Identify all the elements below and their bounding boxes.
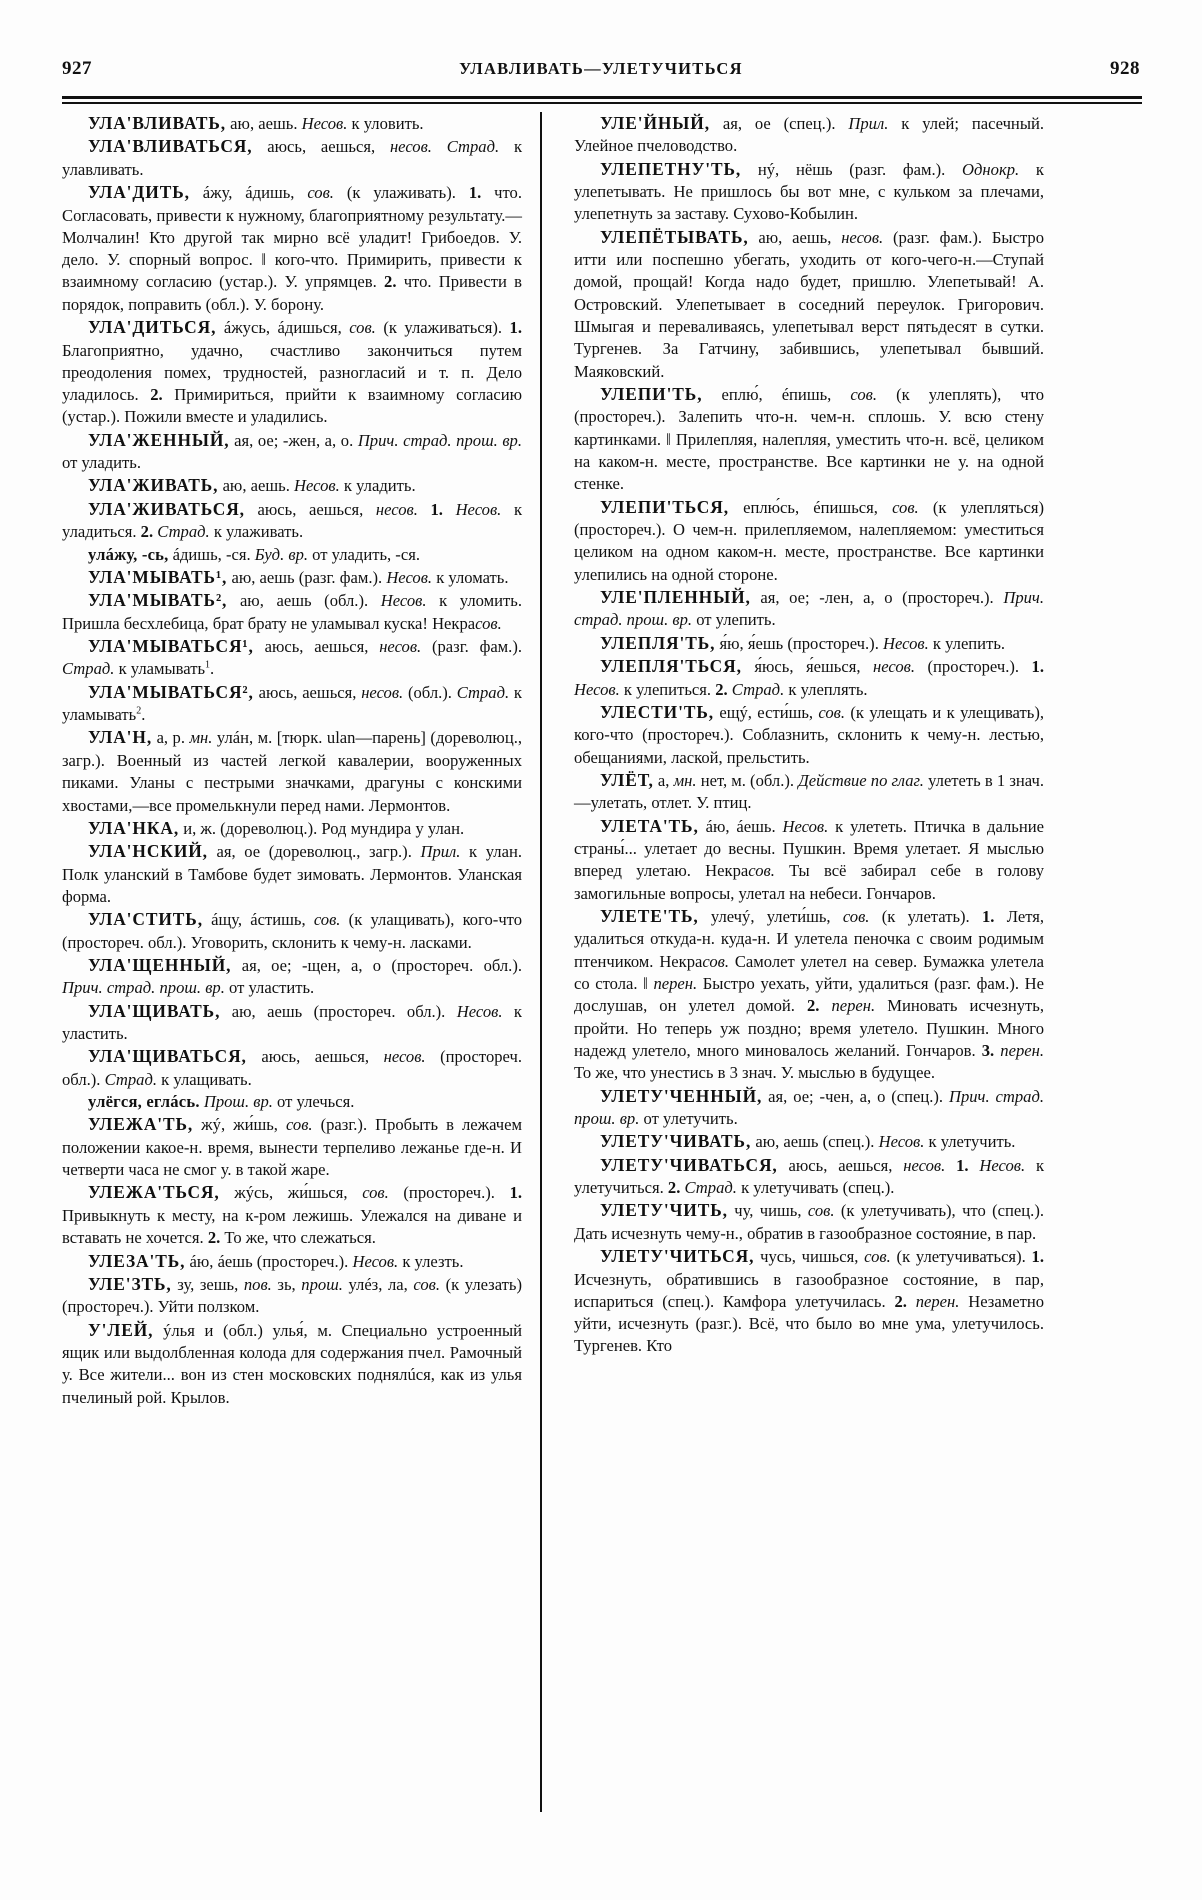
entry-definition: аю, аешь (разг. фам.). Несов. к уломать. bbox=[227, 567, 509, 587]
dictionary-entry bbox=[62, 1045, 522, 1091]
column-right bbox=[542, 112, 1044, 1872]
entry-headword: УЛЕТУ'ЧИТЬ, bbox=[600, 1200, 728, 1221]
dictionary-entry bbox=[62, 1273, 522, 1319]
entry-headword: УЛЕПЁТЫВАТЬ, bbox=[600, 226, 749, 247]
entry-headword: УЛА'ВЛИВАТЬ, bbox=[88, 113, 227, 133]
entry-definition: аюсь, аешься, несов. 1. Несов. к уладиться. 2. Страд. к улаживать. bbox=[62, 499, 523, 542]
entry-definition: áю, áешь (простореч.). Несов. к улезть. bbox=[185, 1251, 464, 1271]
entry-definition: зу, зешь, пов. зь, прош. улéз, ла, сов. (к улезать) (простореч.). Уйти ползком. bbox=[62, 1274, 523, 1317]
entry-headword: УЛЕПЛЯ'ТЬ, bbox=[600, 632, 716, 653]
entry-headword: УЛА'ЩИВАТЬСЯ, bbox=[88, 1046, 247, 1067]
dictionary-entry bbox=[574, 905, 1044, 1085]
entry-definition: аюсь, аешься, несов. Страд. к улавливать. bbox=[62, 137, 523, 179]
entry-headword: УЛА'ЖЕННЫЙ, bbox=[88, 429, 230, 450]
dictionary-entry bbox=[62, 1250, 522, 1273]
entry-headword: УЛЕТУ'ЧИТЬСЯ, bbox=[600, 1246, 755, 1267]
dictionary-entry bbox=[62, 908, 522, 954]
entry-definition: аю, аешь, несов. (разг. фам.). Быстро итти или поспешно убегать, уходить от кого-чего-н.—Ступай домой, прощай! Когда надо будет, пришлю. Улепетывай! А. Островский. Улепетывает в соседний переулок. Григорович. Шмыгая и переваливаясь, улепетывал верст пятьдесят в сутки. Тургенев. За Гатчину, забившись, улепетывал бывший. Маяковский. bbox=[574, 227, 1044, 381]
entry-headword: УЛЕТУ'ЧЕННЫЙ, bbox=[600, 1085, 763, 1106]
entry-headword: УЛА'НСКИЙ, bbox=[88, 841, 208, 862]
entry-definition: ая, ое (спец.). Прил. к улей; пасечный. Улейное пчеловодство. bbox=[574, 114, 1044, 156]
dictionary-entry bbox=[62, 429, 522, 475]
dictionary-entry bbox=[62, 316, 522, 429]
folio-right: 928 bbox=[1109, 58, 1140, 79]
dictionary-entry bbox=[62, 498, 522, 544]
dictionary-entry bbox=[574, 586, 1044, 632]
entry-definition: еплю́, éпишь, сов. (к улеплять), что (простореч.). Залепить что-н. чем-н. сплошь. У. всю стену картинками. ‖ Прилепляя, налепляя, уместить что-н. всё, целиком на каком-н. месте, пространстве. Все картинки не у. на одной стенке. bbox=[574, 385, 1044, 494]
entry-headword: УЛА'Н, bbox=[88, 727, 153, 748]
dictionary-entry bbox=[574, 632, 1044, 655]
dictionary-entry bbox=[574, 1085, 1044, 1131]
dictionary-entry bbox=[574, 1154, 1044, 1200]
dictionary-entry bbox=[62, 544, 522, 566]
entry-headword: улёгся, еглáсь. bbox=[88, 1092, 200, 1112]
entry-definition: ая, ое; -лен, а, о (простореч.). Прич. страд. прош. вр. от улепить. bbox=[574, 588, 1044, 630]
dictionary-entry bbox=[574, 655, 1044, 701]
dictionary-entry bbox=[574, 701, 1044, 769]
entry-definition: аюсь, аешься, несов. (обл.). Страд. к уламывать$^2$. bbox=[62, 682, 522, 725]
header-rule-thin bbox=[62, 102, 1142, 104]
entry-definition: ýлья и (обл.) улья́, м. Специально устроенный ящик или выдолбленная колода для содержания пчел. Рамочный у. Все жители... вон из стен московских поднялúся, как из улья пчелиный рой. Крылов. bbox=[62, 1320, 522, 1407]
entry-definition: а, мн. нет, м. (обл.). Действие по глаг. улететь в 1 знач.—улетать, отлет. У. птиц. bbox=[574, 770, 1044, 813]
dictionary-entry bbox=[574, 112, 1044, 158]
entry-headword: УЛА'МЫВАТЬ¹, bbox=[88, 566, 228, 587]
entry-headword: УЛЕТЕ'ТЬ, bbox=[600, 905, 699, 926]
dictionary-entry bbox=[62, 681, 522, 727]
entry-definition: аю, аешь (простореч. обл.). Несов. к уластить. bbox=[62, 1001, 522, 1044]
entry-definition: áдишь, -ся. Буд. вр. от уладить, -ся. bbox=[168, 544, 420, 564]
entry-headword: УЛЕТА'ТЬ, bbox=[600, 815, 699, 836]
entry-definition: áю, áешь. Несов. к улететь. Птичка в дальние страны́... улетает до весны. Пушкин. Время улетает. Я мыслью вперед улетаю. Некрасов. Ты всё забирал себе в голову замогильные вопросы, улетал на небеси. Гончаров. bbox=[574, 816, 1044, 903]
dictionary-entry bbox=[62, 1319, 522, 1409]
entry-headword: УЛЕ'ПЛЕННЫЙ, bbox=[600, 587, 751, 608]
entry-definition: аю, аешь (спец.). Несов. к улетучить. bbox=[751, 1132, 1016, 1152]
entry-headword: УЛЁТ, bbox=[600, 769, 654, 790]
entry-definition: Прош. вр. от улечься. bbox=[203, 1092, 355, 1112]
entry-definition: аюсь, аешься, несов. (простореч. обл.). Страд. к улащивать. bbox=[62, 1047, 522, 1089]
column-left bbox=[62, 112, 540, 1872]
entry-definition: улечý, улети́шь, сов. (к улетать). 1. Летя, удалиться откуда-н. куда-н. И улетела пеночка с своим родимым птенчиком. Некрасов. Самолет улетел на север. Бумажка улетела со стола. ‖ перен. Быстро уехать, уйти, удалиться (разг. фам.). Не дослушав, он улетел домой. 2. перен. Миновать исчезнуть, пройти. Но теперь уж поздно; время улетело. Пушкин. Много надежд улетело, много миновалось желаний. Гончаров. 3. перен. То же, что унестись в 3 знач. У. мыслью в будущее. bbox=[574, 906, 1045, 1083]
entry-definition: жý, жи́шь, сов. (разг.). Пробыть в лежачем положении какое-н. время, вынести терпеливо лежанье где-н. И четверти часа не смог у. в такой жаре. bbox=[62, 1115, 522, 1180]
dictionary-entry bbox=[574, 769, 1044, 815]
entry-definition: чусь, чишься, сов. (к улетучиваться). 1. Исчезнуть, обратившись в газообразное состояние, в пар, испариться (спец.). Камфора улетучилась. 2. перен. Незаметно уйти, исчезнуть (разг.). Всё, что было во мне ума, улетучилось. Тургенев. Кто bbox=[574, 1247, 1045, 1356]
dictionary-entry bbox=[62, 1000, 522, 1046]
dictionary-entry bbox=[62, 589, 522, 635]
entry-headword: У'ЛЕЙ, bbox=[88, 1319, 154, 1340]
dictionary-entry bbox=[574, 815, 1044, 905]
dictionary-entry bbox=[574, 158, 1044, 226]
entry-headword: УЛЕПИ'ТЬ, bbox=[600, 384, 703, 405]
entry-definition: ещý, ести́шь, сов. (к улещать и к улещивать), кого-что (простореч.). Соблазнить, склонить к чему-н. лестью, обещаниями, лаской, прельстить. bbox=[574, 702, 1044, 767]
entry-definition: аю, аешь (обл.). Несов. к уломить. Пришла бесхлебица, брат брату не уламывал куска! Некрасов. bbox=[62, 591, 522, 633]
dictionary-entry bbox=[62, 1181, 522, 1249]
entry-headword: УЛЕЗА'ТЬ, bbox=[88, 1250, 186, 1271]
folio-left: 927 bbox=[62, 58, 92, 79]
entry-definition: аю, аешь. Несов. к уладить. bbox=[218, 476, 416, 496]
entry-headword: УЛА'МЫВАТЬСЯ¹, bbox=[88, 636, 254, 657]
dictionary-entry bbox=[62, 566, 522, 589]
entry-definition: ая, ое; -чен, а, о (спец.). Прич. страд. прош. вр. от улетучить. bbox=[574, 1086, 1044, 1128]
dictionary-entry bbox=[574, 1199, 1044, 1245]
entry-definition: чу, чишь, сов. (к улетучивать), что (спец.). Дать исчезнуть чему-н., обратив в газообразное состояние, в пар. bbox=[574, 1201, 1044, 1243]
entry-headword: УЛЕТУ'ЧИВАТЬСЯ, bbox=[600, 1154, 778, 1175]
entry-headword: УЛА'ВЛИВАТЬСЯ, bbox=[88, 136, 253, 157]
dictionary-entry bbox=[62, 1113, 522, 1181]
entry-headword: УЛА'СТИТЬ, bbox=[88, 909, 203, 930]
entry-definition: нý, нёшь (разг. фам.). Однокр. к улепетывать. Не пришлось бы вот мне, с кульком за плечами, улепетнуть за заставу. Сухово-Кобылин. bbox=[574, 159, 1044, 224]
entry-headword: УЛА'ЩЕННЫЙ, bbox=[88, 954, 232, 975]
entry-definition: а, р. мн. улáн, м. [тюрк. ulan—парень] (дореволюц., загр.). Военный из частей легкой кавалерии, вооруженных пиками. Уланы с пестрыми значками, драгуны с конскими хвостами,—все промелькнули перед нами. Лермонтов. bbox=[62, 728, 522, 815]
entry-headword: УЛА'ЖИВАТЬ, bbox=[88, 475, 219, 496]
entry-headword: УЛЕПИ'ТЬСЯ, bbox=[600, 496, 729, 517]
header-rule-thick bbox=[62, 96, 1142, 99]
entry-definition: аюсь, аешься, несов. 1. Несов. к улетучиться. 2. Страд. к улетучивать (спец.). bbox=[574, 1155, 1045, 1198]
entry-definition: еплю́сь, éпишься, сов. (к улепляться) (простореч.). О чем-н. прилепляемом, налепляемом: уместиться целиком на одном каком-н. месте, пространстве. Все картинки улепились на одной стороне. bbox=[574, 497, 1045, 584]
dictionary-entry bbox=[574, 226, 1044, 383]
dictionary-entry bbox=[574, 1245, 1044, 1358]
dictionary-entry bbox=[62, 840, 522, 908]
entry-definition: áщу, áстишь, сов. (к улащивать), кого-что (простореч. обл.). Уговорить, склонить к чему-н. ласками. bbox=[62, 910, 522, 952]
entry-definition: и, ж. (дореволюц.). Род мундира у улан. bbox=[179, 818, 465, 838]
entry-headword: УЛЕЖА'ТЬ, bbox=[88, 1114, 194, 1135]
entry-definition: я́ю, я́ешь (простореч.). Несов. к улепить. bbox=[715, 633, 1006, 653]
entry-definition: ая, ое; -щен, а, о (простореч. обл.). Прич. страд. прош. вр. от уластить. bbox=[62, 955, 522, 998]
entry-headword: УЛА'ДИТЬ, bbox=[88, 182, 190, 203]
dictionary-entry bbox=[62, 474, 522, 497]
running-title: УЛАВЛИВАТЬ—УЛЕТУЧИТЬСЯ bbox=[459, 59, 743, 78]
dictionary-entry bbox=[62, 817, 522, 840]
entry-headword: УЛА'ЖИВАТЬСЯ, bbox=[88, 498, 245, 519]
running-head bbox=[62, 58, 1140, 84]
dictionary-entry bbox=[574, 496, 1044, 586]
dictionary-entry bbox=[62, 1091, 522, 1113]
dictionary-entry bbox=[574, 383, 1044, 496]
entry-definition: жýсь, жи́шься, сов. (простореч.). 1. Привыкнуть к месту, на к-ром лежишь. Улежался на диване и вставать не хочется. 2. То же, что слежаться. bbox=[62, 1183, 523, 1248]
column-container bbox=[62, 112, 1142, 1872]
entry-headword: УЛА'МЫВАТЬСЯ², bbox=[88, 681, 254, 702]
entry-definition: ая, ое; -жен, а, о. Прич. страд. прош. вр. от уладить. bbox=[62, 430, 522, 473]
dictionary-entry bbox=[62, 112, 522, 135]
entry-headword: УЛА'НКА, bbox=[88, 817, 180, 838]
dictionary-entry bbox=[574, 1130, 1044, 1153]
entry-definition: я́юсь, я́ешься, несов. (простореч.). 1. Несов. к улепиться. 2. Страд. к улеплять. bbox=[574, 657, 1044, 699]
entry-headword: УЛЕПЕТНУ'ТЬ, bbox=[600, 158, 742, 179]
dictionary-entry bbox=[62, 135, 522, 181]
entry-headword: УЛА'МЫВАТЬ², bbox=[88, 590, 228, 611]
entry-headword: УЛЕСТИ'ТЬ, bbox=[600, 701, 714, 722]
entry-headword: УЛЕ'ЗТЬ, bbox=[88, 1273, 172, 1294]
entry-headword: УЛА'ДИТЬСЯ, bbox=[88, 317, 217, 338]
dictionary-entry bbox=[62, 635, 522, 681]
entry-headword: УЛЕПЛЯ'ТЬСЯ, bbox=[600, 656, 742, 677]
entry-headword: УЛЕ'ЙНЫЙ, bbox=[600, 113, 710, 133]
dictionary-entry bbox=[62, 726, 522, 816]
entry-headword: УЛЕЖА'ТЬСЯ, bbox=[88, 1182, 220, 1203]
entry-headword: улáжу, -сь, bbox=[88, 544, 169, 564]
entry-definition: ая, ое (дореволюц., загр.). Прил. к улан. Полк уланский в Тамбове будет зимовать. Лермонтов. Уланская форма. bbox=[62, 842, 522, 906]
entry-definition: аюсь, аешься, несов. (разг. фам.). Страд. к уламывать$^1$. bbox=[62, 637, 523, 679]
entry-headword: УЛА'ЩИВАТЬ, bbox=[88, 1000, 221, 1021]
dictionary-entry bbox=[62, 954, 522, 1000]
dictionary-entry bbox=[62, 181, 522, 316]
entry-definition: áжусь, áдишься, сов. (к улаживаться). 1. Благоприятно, удачно, счастливо закончиться путем преодоления помех, трудностей, разногласий и т. п. Дело уладилось. 2. Примириться, прийти к взаимному согласию (устар.). Пожили вместе и уладились. bbox=[62, 318, 523, 427]
entry-headword: УЛЕТУ'ЧИВАТЬ, bbox=[600, 1131, 752, 1152]
entry-definition: аю, аешь. Несов. к уловить. bbox=[226, 114, 424, 133]
entry-definition: áжу, áдишь, сов. (к улаживать). 1. что. Согласовать, привести к нужному, благоприятному результату.—Молчалин! Кто другой так мирно всё уладит! Грибоедов. У. дело. У. спорный вопрос. ‖ кого-что. Примирить, привести к взаимному согласию (устар.). У. упрямцев. 2. что. Привести в порядок, поправить (обл.). У. борону. bbox=[62, 183, 522, 314]
